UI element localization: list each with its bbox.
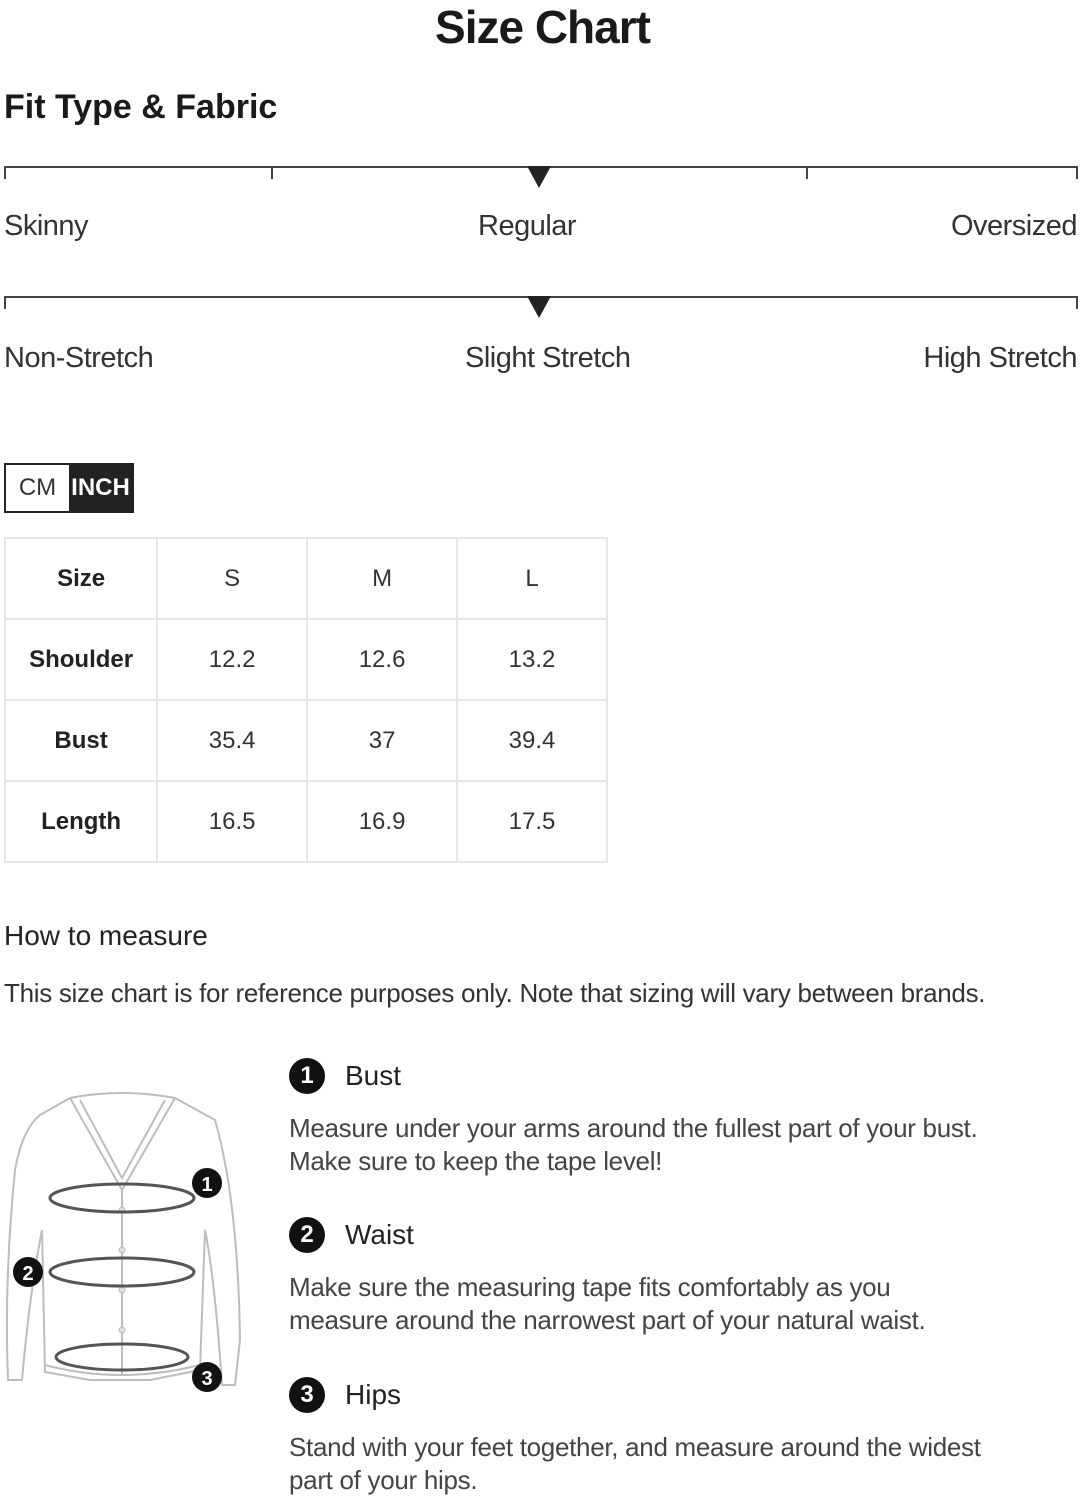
marker-3-icon (192, 1362, 222, 1392)
table-cell: 37 (307, 700, 457, 781)
table-cell: 12.2 (157, 619, 307, 700)
row-label: Shoulder (5, 619, 157, 700)
scale-tick (4, 166, 6, 179)
table-cell: 17.5 (457, 781, 607, 862)
header-size: Size (5, 538, 157, 619)
cardigan-illustration (0, 1080, 250, 1400)
row-label: Length (5, 781, 157, 862)
step-number-icon: 3 (289, 1377, 325, 1413)
stretch-label-non: Non-Stretch (4, 342, 154, 374)
table-cell: 16.5 (157, 781, 307, 862)
table-header-row (5, 538, 607, 619)
marker-2-icon (13, 1257, 43, 1287)
stretch-label-high: High Stretch (923, 342, 1077, 374)
step-description: Make sure the measuring tape fits comfortably as you measure around the narrowest part of your natural waist. (289, 1272, 926, 1335)
step-number-icon: 2 (289, 1217, 325, 1253)
how-to-measure-heading: How to measure (4, 920, 208, 951)
scale-tick (1076, 166, 1078, 179)
step-name: Bust (345, 1060, 402, 1091)
header-s: S (157, 538, 307, 619)
unit-toggle (4, 463, 134, 513)
table-row (5, 700, 607, 781)
table-row (5, 781, 607, 862)
svg-text:3: 3 (201, 1368, 213, 1390)
stretch-label-slight: Slight Stretch (465, 342, 631, 374)
header-l: L (457, 538, 607, 619)
unit-cm-button[interactable]: CM (18, 474, 57, 501)
svg-text:1: 1 (201, 1174, 213, 1196)
table-cell: 12.6 (307, 619, 457, 700)
scale-tick (1076, 296, 1078, 309)
step-number-icon: 1 (289, 1058, 325, 1094)
stretch-pointer-icon (527, 296, 551, 318)
scale-tick (271, 166, 273, 179)
table-cell: 35.4 (157, 700, 307, 781)
fit-type-heading: Fit Type & Fabric (4, 88, 278, 126)
step-name: Hips (345, 1379, 402, 1410)
table-cell: 39.4 (457, 700, 607, 781)
size-table (4, 537, 608, 863)
fit-pointer-icon (527, 166, 551, 188)
table-row (5, 619, 607, 700)
fit-type-scale (4, 166, 1078, 186)
header-m: M (307, 538, 457, 619)
table-cell: 16.9 (307, 781, 457, 862)
step-name: Waist (345, 1219, 414, 1250)
svg-text:2: 2 (22, 1263, 34, 1285)
fit-label-regular: Regular (478, 210, 577, 242)
step-description: Measure under your arms around the fullest part of your bust. Make sure to keep the tape level! (289, 1113, 978, 1176)
fit-label-skinny: Skinny (4, 210, 89, 242)
scale-tick (806, 166, 808, 179)
step-description: Stand with your feet together, and measure around the widest part of your hips. (289, 1432, 981, 1495)
scale-tick (4, 296, 6, 309)
fit-label-oversized: Oversized (950, 210, 1077, 242)
page-title: Size Chart (435, 1, 650, 53)
stretch-scale (4, 296, 1078, 316)
marker-1-icon (192, 1168, 222, 1198)
table-cell: 13.2 (457, 619, 607, 700)
reference-note: This size chart is for reference purposes only. Note that sizing will vary between brands. (4, 978, 986, 1008)
row-label: Bust (5, 700, 157, 781)
unit-inch-button[interactable]: INCH (69, 465, 132, 511)
